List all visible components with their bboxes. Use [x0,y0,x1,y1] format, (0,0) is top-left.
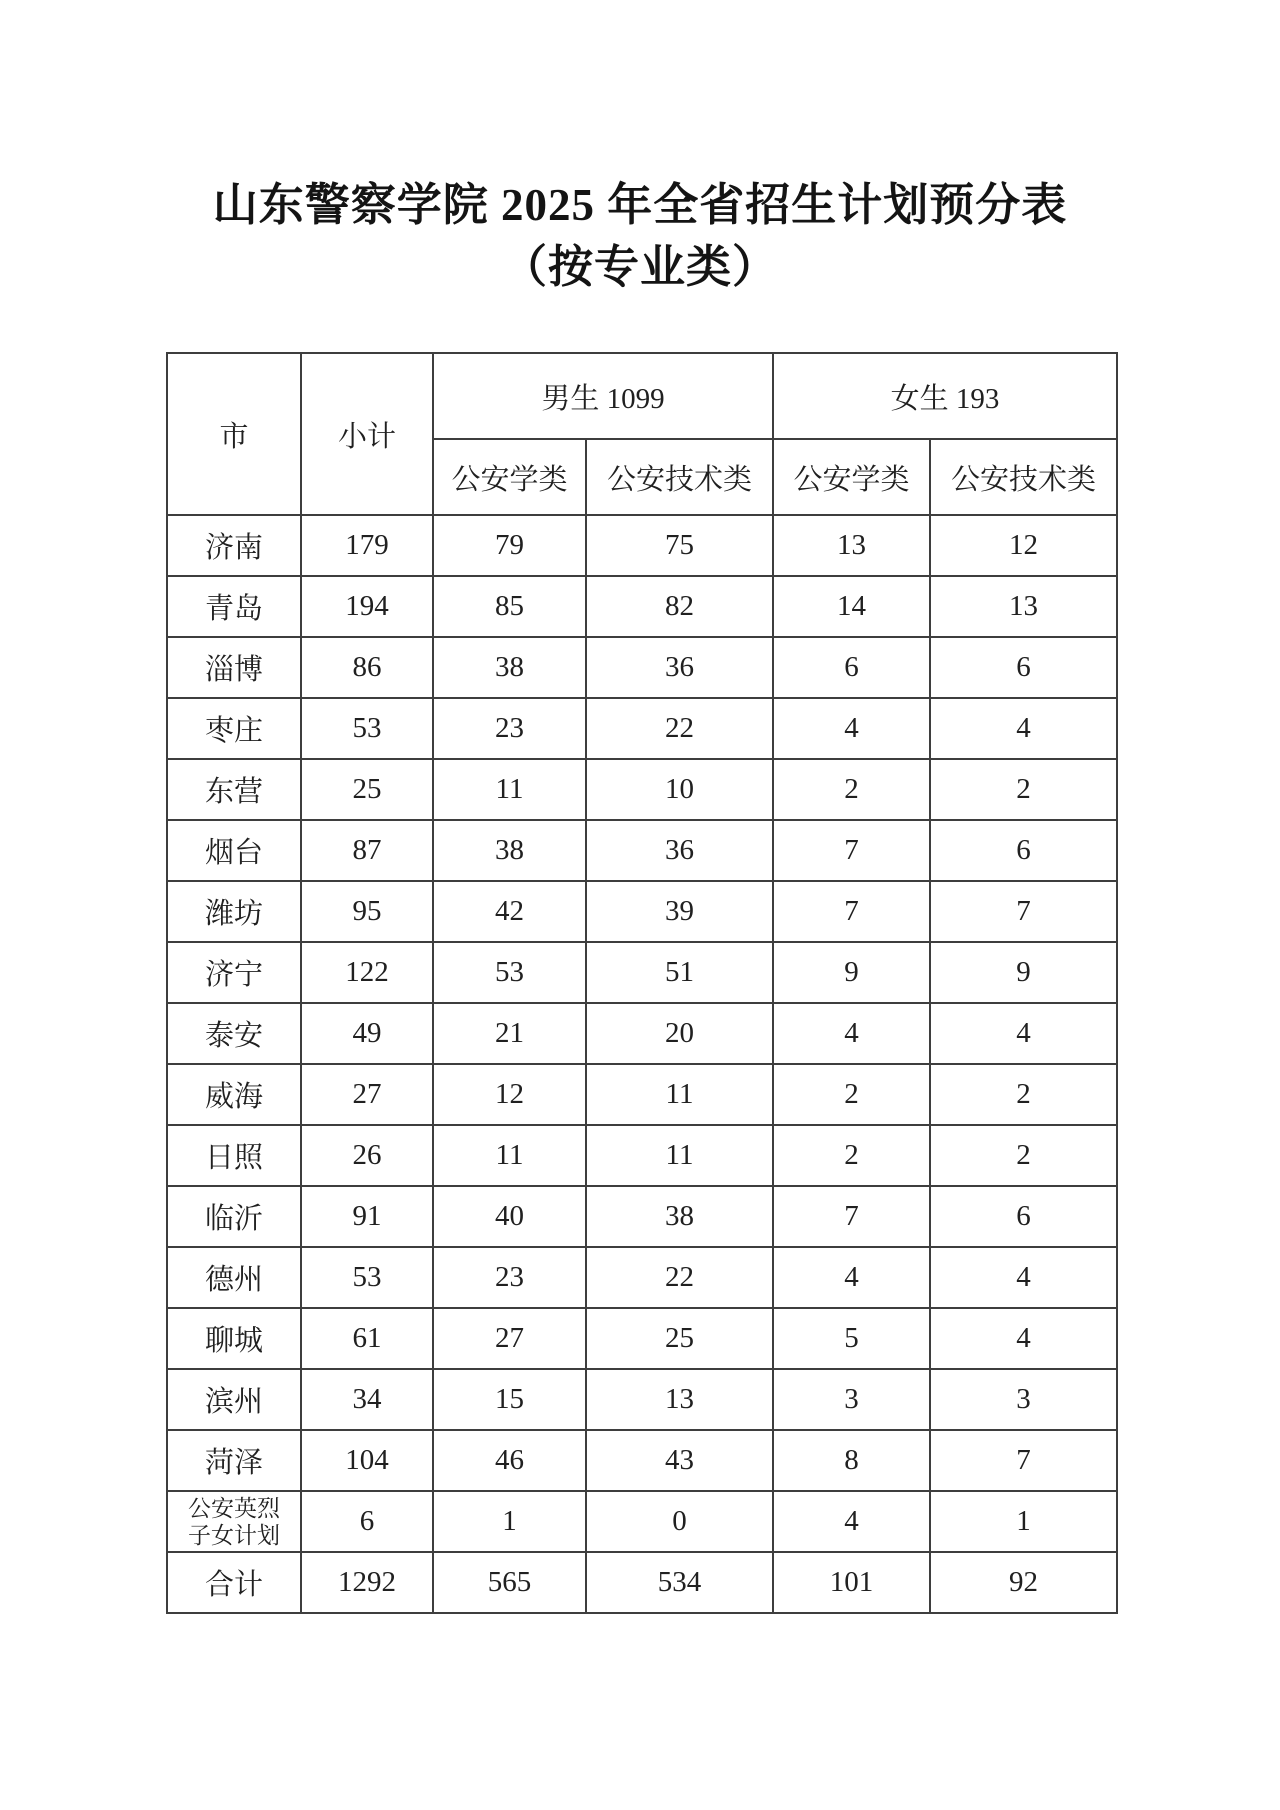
city-row [167,1064,1117,1125]
city-row [167,698,1117,759]
city-row [167,1430,1117,1491]
cell-male-tech: 51 [586,942,773,1003]
header-female-policing: 公安学类 [773,439,930,515]
cell-male-tech: 20 [586,1003,773,1064]
row-label-city: 临沂 [167,1186,301,1247]
cell-subtotal: 179 [301,515,433,576]
document-title [0,174,1280,298]
cell-subtotal: 53 [301,698,433,759]
cell-male-tech: 38 [586,1186,773,1247]
cell-female-tech: 4 [930,1308,1117,1369]
cell-subtotal: 53 [301,1247,433,1308]
cell-female-policing: 7 [773,820,930,881]
cell-male-tech: 43 [586,1430,773,1491]
header-female-group: 女生 193 [773,353,1117,439]
header-subtotal: 小计 [301,353,433,515]
row-label-line-1: 公安英烈 [188,1495,280,1521]
cell-female-policing: 3 [773,1369,930,1430]
row-label-city: 淄博 [167,637,301,698]
row-label-city: 青岛 [167,576,301,637]
row-label-line-2: 子女计划 [188,1522,280,1548]
cell-male-policing: 23 [433,1247,586,1308]
cell-female-policing: 101 [773,1552,930,1613]
row-label-city: 泰安 [167,1003,301,1064]
city-row [167,1308,1117,1369]
cell-male-policing: 27 [433,1308,586,1369]
cell-male-policing: 11 [433,1125,586,1186]
cell-female-tech: 92 [930,1552,1117,1613]
cell-female-tech: 9 [930,942,1117,1003]
city-row [167,1125,1117,1186]
cell-female-policing: 7 [773,881,930,942]
cell-subtotal: 95 [301,881,433,942]
cell-female-policing: 9 [773,942,930,1003]
cell-female-policing: 5 [773,1308,930,1369]
cell-male-policing: 53 [433,942,586,1003]
cell-female-tech: 12 [930,515,1117,576]
cell-female-tech: 7 [930,1430,1117,1491]
row-label-city: 东营 [167,759,301,820]
cell-female-policing: 14 [773,576,930,637]
city-row [167,637,1117,698]
cell-female-tech: 2 [930,759,1117,820]
city-row [167,1186,1117,1247]
city-row [167,1247,1117,1308]
row-label-martyr-children [167,1491,301,1552]
cell-female-tech: 6 [930,637,1117,698]
row-label-city: 日照 [167,1125,301,1186]
header-row-groups [167,353,1117,439]
city-row [167,820,1117,881]
cell-subtotal: 26 [301,1125,433,1186]
cell-subtotal: 6 [301,1491,433,1552]
cell-male-tech: 25 [586,1308,773,1369]
cell-male-tech: 0 [586,1491,773,1552]
cell-male-policing: 23 [433,698,586,759]
cell-male-tech: 22 [586,698,773,759]
cell-subtotal: 194 [301,576,433,637]
cell-male-tech: 39 [586,881,773,942]
cell-subtotal: 122 [301,942,433,1003]
cell-subtotal: 61 [301,1308,433,1369]
cell-male-tech: 11 [586,1125,773,1186]
row-label-city: 菏泽 [167,1430,301,1491]
total-row [167,1552,1117,1613]
cell-female-tech: 4 [930,1247,1117,1308]
cell-subtotal: 34 [301,1369,433,1430]
cell-female-policing: 4 [773,698,930,759]
row-label-city: 济宁 [167,942,301,1003]
cell-male-tech: 36 [586,637,773,698]
cell-male-tech: 11 [586,1064,773,1125]
row-label-total: 合计 [167,1552,301,1613]
cell-subtotal: 86 [301,637,433,698]
enrollment-plan-table [166,352,1118,1614]
row-label-city: 滨州 [167,1369,301,1430]
cell-subtotal: 91 [301,1186,433,1247]
row-label-city: 聊城 [167,1308,301,1369]
cell-female-policing: 7 [773,1186,930,1247]
header-male-tech: 公安技术类 [586,439,773,515]
cell-male-policing: 42 [433,881,586,942]
header-city: 市 [167,353,301,515]
cell-female-policing: 8 [773,1430,930,1491]
title-line-1: 山东警察学院 2025 年全省招生计划预分表 [212,180,1068,230]
cell-subtotal: 27 [301,1064,433,1125]
cell-female-tech: 13 [930,576,1117,637]
cell-subtotal: 104 [301,1430,433,1491]
city-row [167,1369,1117,1430]
cell-female-tech: 7 [930,881,1117,942]
row-label-city: 德州 [167,1247,301,1308]
cell-male-policing: 21 [433,1003,586,1064]
cell-female-policing: 13 [773,515,930,576]
cell-male-tech: 22 [586,1247,773,1308]
city-row [167,942,1117,1003]
cell-male-tech: 82 [586,576,773,637]
martyr-children-row [167,1491,1117,1552]
cell-subtotal: 1292 [301,1552,433,1613]
cell-male-tech: 534 [586,1552,773,1613]
cell-female-tech: 2 [930,1125,1117,1186]
cell-subtotal: 87 [301,820,433,881]
row-label-city: 潍坊 [167,881,301,942]
cell-male-policing: 38 [433,820,586,881]
cell-subtotal: 25 [301,759,433,820]
cell-female-policing: 4 [773,1491,930,1552]
cell-female-tech: 1 [930,1491,1117,1552]
cell-male-policing: 38 [433,637,586,698]
cell-female-tech: 6 [930,1186,1117,1247]
row-label-city: 威海 [167,1064,301,1125]
row-label-city: 枣庄 [167,698,301,759]
cell-male-policing: 79 [433,515,586,576]
city-row [167,881,1117,942]
cell-male-tech: 13 [586,1369,773,1430]
cell-male-tech: 10 [586,759,773,820]
cell-male-policing: 565 [433,1552,586,1613]
city-row [167,1003,1117,1064]
cell-female-policing: 2 [773,1125,930,1186]
cell-male-policing: 40 [433,1186,586,1247]
header-male-group: 男生 1099 [433,353,773,439]
city-row [167,759,1117,820]
cell-male-policing: 11 [433,759,586,820]
cell-female-tech: 3 [930,1369,1117,1430]
cell-female-tech: 4 [930,1003,1117,1064]
cell-male-policing: 12 [433,1064,586,1125]
cell-female-tech: 2 [930,1064,1117,1125]
cell-male-tech: 75 [586,515,773,576]
cell-male-policing: 85 [433,576,586,637]
city-row [167,515,1117,576]
row-label-city: 济南 [167,515,301,576]
city-row [167,576,1117,637]
cell-female-policing: 2 [773,1064,930,1125]
cell-female-policing: 6 [773,637,930,698]
cell-female-tech: 6 [930,820,1117,881]
cell-male-policing: 46 [433,1430,586,1491]
cell-male-policing: 15 [433,1369,586,1430]
cell-subtotal: 49 [301,1003,433,1064]
cell-female-policing: 4 [773,1003,930,1064]
header-male-policing: 公安学类 [433,439,586,515]
cell-female-tech: 4 [930,698,1117,759]
row-label-city: 烟台 [167,820,301,881]
header-female-tech: 公安技术类 [930,439,1117,515]
cell-male-tech: 36 [586,820,773,881]
cell-female-policing: 2 [773,759,930,820]
title-line-2: （按专业类） [501,242,778,292]
cell-female-policing: 4 [773,1247,930,1308]
cell-male-policing: 1 [433,1491,586,1552]
